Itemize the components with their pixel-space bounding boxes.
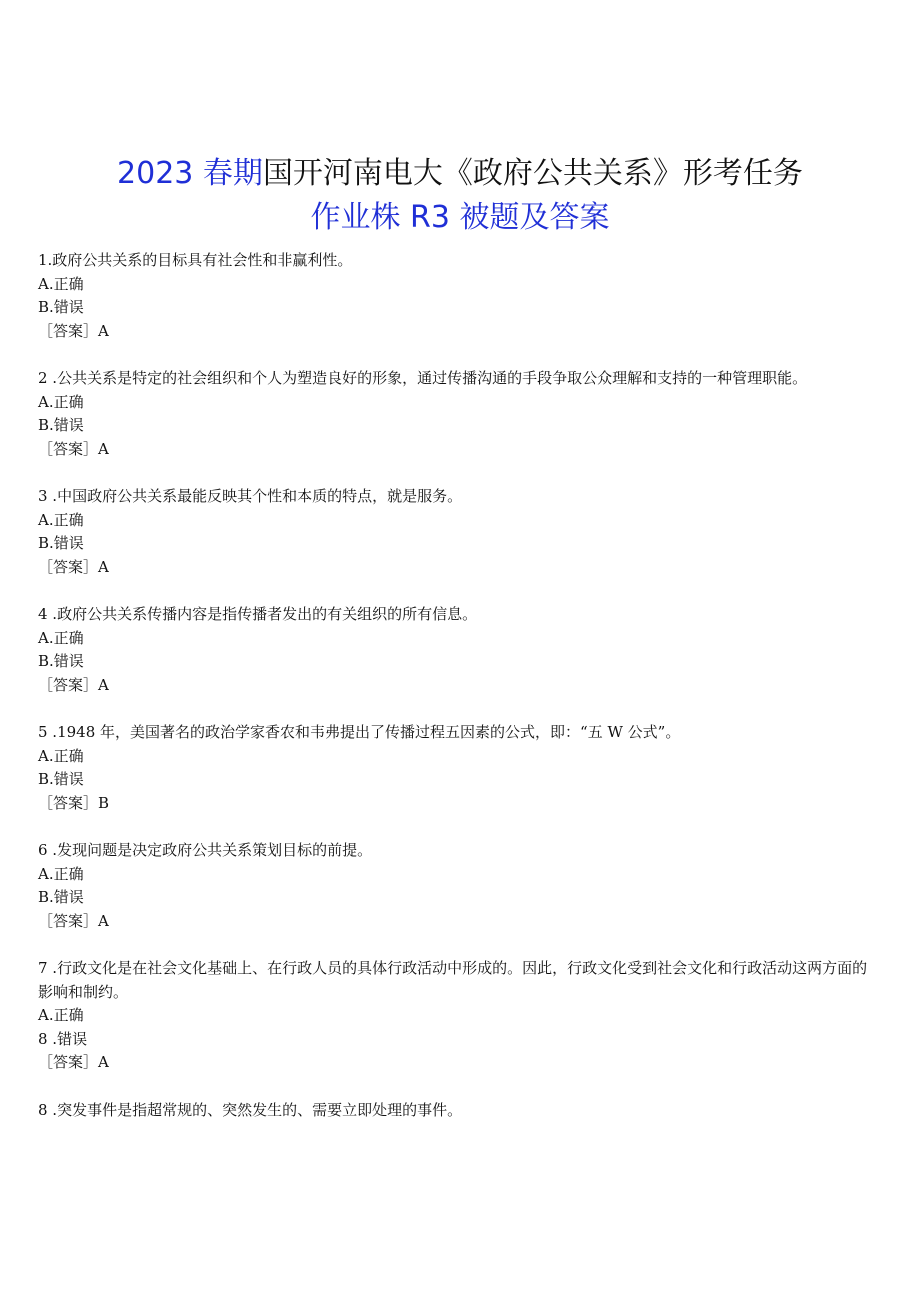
question-item-5 <box>38 721 878 815</box>
option-b: B.错误 <box>38 888 84 906</box>
question-stem: 4 .政府公共关系传播内容是指传播者发出的有关组织的所有信息。 <box>38 605 478 623</box>
option-b: B.错误 <box>38 298 84 316</box>
question-stem: 5 .1948 年，美国著名的政治学家香农和韦弗提出了传播过程五因素的公式，即：“五 W 公式”。 <box>38 723 681 741</box>
question-stem: 8 .突发事件是指超常规的、突然发生的、需要立即处理的事件。 <box>38 1100 463 1119</box>
document-title-line-1 <box>0 154 920 194</box>
question-list <box>38 249 878 1146</box>
option-b: B.错误 <box>38 416 84 434</box>
option-b: B.错误 <box>38 770 84 788</box>
question-item-8 <box>38 1099 878 1123</box>
option-a: A.正确 <box>38 1006 84 1024</box>
option-a: A.正确 <box>38 392 84 411</box>
option-a: A.正确 <box>38 628 84 647</box>
question-stem: 2 .公共关系是特定的社会组织和个人为塑造良好的形象，通过传播沟通的手段争取公众理解和支持的一种管理职能。 <box>38 369 808 387</box>
question-stem: 1.政府公共关系的目标具有社会性和非赢利性。 <box>38 251 353 269</box>
title-course: 国开河南电大《政府公共关系》形考任务 <box>262 156 803 191</box>
question-item-2 <box>38 367 878 461</box>
option-b: 8 .错误 <box>38 1029 88 1048</box>
option-a: A.正确 <box>38 746 84 765</box>
answer: ［答案］A <box>38 911 109 930</box>
answer: ［答案］A <box>38 439 109 458</box>
option-a: A.正确 <box>38 274 84 293</box>
option-a: A.正确 <box>38 510 84 529</box>
option-b: B.错误 <box>38 652 84 670</box>
option-b: B.错误 <box>38 534 84 552</box>
answer: ［答案］B <box>38 793 110 812</box>
question-item-7 <box>38 957 878 1075</box>
question-stem: 3 .中国政府公共关系最能反映其个性和本质的特点，就是服务。 <box>38 487 463 505</box>
document-title-line-2: 作业株 R3 被题及答案 <box>310 200 610 235</box>
question-item-3 <box>38 485 878 579</box>
answer: ［答案］A <box>38 321 109 340</box>
option-a: A.正确 <box>38 864 84 883</box>
answer: ［答案］A <box>38 557 109 576</box>
question-stem: 6 .发现问题是决定政府公共关系策划目标的前提。 <box>38 841 373 859</box>
question-item-6 <box>38 839 878 933</box>
title-term: 2023 春期 <box>117 156 263 191</box>
answer: ［答案］A <box>38 1053 109 1071</box>
question-item-4 <box>38 603 878 697</box>
question-stem: 7 .行政文化是在社会文化基础上、在行政人员的具体行政活动中形成的。因此，行政文化受到社会文化和行政活动这两方面的影响和制约。 <box>38 959 868 1001</box>
answer: ［答案］A <box>38 675 109 694</box>
question-item-1 <box>38 249 878 343</box>
